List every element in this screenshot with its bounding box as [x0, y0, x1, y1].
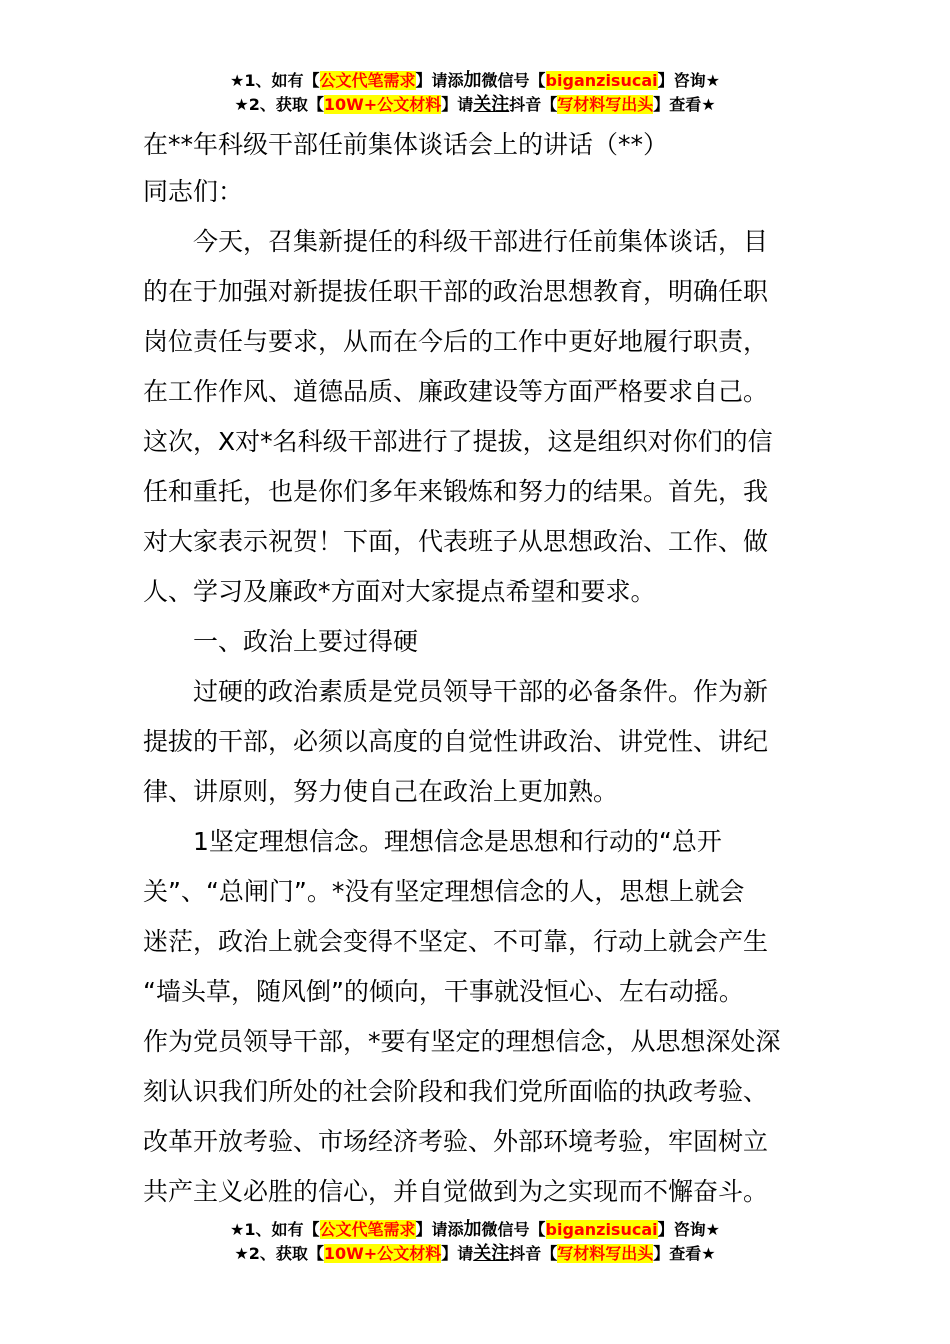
top-banner-line-1	[0, 70, 950, 92]
paragraph-line: 关”、“总闸门”。*没有坚定理想信念的人，思想上就会	[143, 877, 745, 906]
banner-text: 】请添	[415, 1220, 464, 1239]
paragraph-line: “墙头草，随风倒”的倾向，干事就没恒心、左右动摇。	[143, 977, 744, 1006]
banner-text: 加	[463, 70, 482, 91]
banner-highlight: 写材料写出头	[557, 95, 654, 114]
banner-highlight: 写材料写出头	[557, 1244, 654, 1263]
banner-text: ★2、获取【	[234, 95, 324, 114]
paragraph-line: 对大家表示祝贺！下面，代表班子从思想政治、工作、做	[143, 527, 769, 556]
banner-highlight: 公文代笔需求	[319, 71, 416, 90]
paragraph-line: 1坚定理想信念。理想信念是思想和行动的“总开	[193, 827, 722, 856]
paragraph-line: 提拔的干部，必须以高度的自觉性讲政治、讲党性、讲纪	[143, 727, 769, 756]
paragraph-line: 刻认识我们所处的社会阶段和我们党所面临的执政考验、	[143, 1077, 769, 1106]
banner-highlight: 公文代笔需求	[319, 1220, 416, 1239]
paragraph-line: 律、讲原则，努力使自己在政治上更加熟。	[143, 777, 619, 806]
banner-text: 】请	[441, 95, 474, 114]
paragraph-line: 的在于加强对新提拔任职干部的政治思想教育，明确任职	[143, 277, 769, 306]
banner-text: 微信号【	[481, 71, 546, 90]
paragraph-line: 任和重托，也是你们多年来锻炼和努力的结果。首先，我	[143, 477, 769, 506]
banner-text: 】查看★	[653, 1244, 716, 1263]
paragraph-line: 迷茫，政治上就会变得不坚定、不可靠，行动上就会产生	[143, 927, 769, 956]
paragraph-line: 作为党员领导干部，*要有坚定的理想信念，从思想深处深	[143, 1027, 781, 1056]
section-heading: 一、政治上要过得硬	[193, 627, 419, 656]
bottom-banner-line-1	[0, 1219, 950, 1241]
banner-highlight: 10W+公文材料	[323, 1244, 442, 1263]
document-body	[143, 123, 807, 1217]
banner-text: 】请	[441, 1244, 474, 1263]
banner-text: 抖音【	[509, 95, 558, 114]
paragraph-line: 共产主义必胜的信心，并自觉做到为之实现而不懈奋斗。	[143, 1177, 769, 1206]
paragraph-line: 人、学习及廉政*方面对大家提点希望和要求。	[143, 577, 656, 606]
paragraph-line: 在工作作风、道德品质、廉政建设等方面严格要求自己。	[143, 377, 769, 406]
paragraph-line: 这次，X对*名科级干部进行了提拔，这是组织对你们的信	[143, 427, 773, 456]
banner-text: 关注	[473, 94, 510, 115]
banner-highlight: 10W+公文材料	[323, 95, 442, 114]
top-banner-line-2	[0, 94, 950, 116]
banner-text: ★2、获取【	[234, 1244, 324, 1263]
paragraph-line: 今天，召集新提任的科级干部进行任前集体谈话，目	[193, 227, 769, 256]
banner-text: 抖音【	[509, 1244, 558, 1263]
banner-text: 】咨询★	[657, 71, 720, 90]
paragraph-line: 岗位责任与要求，从而在今后的工作中更好地履行职责，	[143, 327, 769, 356]
paragraph-line: 改革开放考验、市场经济考验、外部环境考验，牢固树立	[143, 1127, 769, 1156]
salutation: 同志们：	[143, 177, 244, 206]
banner-highlight: biganzisucai	[545, 71, 658, 90]
bottom-banner-line-2	[0, 1243, 950, 1265]
banner-text: 微信号【	[481, 1220, 546, 1239]
banner-text: 】查看★	[653, 95, 716, 114]
banner-text: 】咨询★	[657, 1220, 720, 1239]
banner-text: 加	[463, 1219, 482, 1240]
banner-text: 关注	[473, 1243, 510, 1264]
paragraph-line: 过硬的政治素质是党员领导干部的必备条件。作为新	[193, 677, 769, 706]
banner-text: 】请添	[415, 71, 464, 90]
banner-highlight: biganzisucai	[545, 1220, 658, 1239]
banner-text: ★1、如有【	[230, 1220, 320, 1239]
banner-text: ★1、如有【	[230, 71, 320, 90]
document-title: 在**年科级干部任前集体谈话会上的讲话（**）	[143, 130, 669, 159]
